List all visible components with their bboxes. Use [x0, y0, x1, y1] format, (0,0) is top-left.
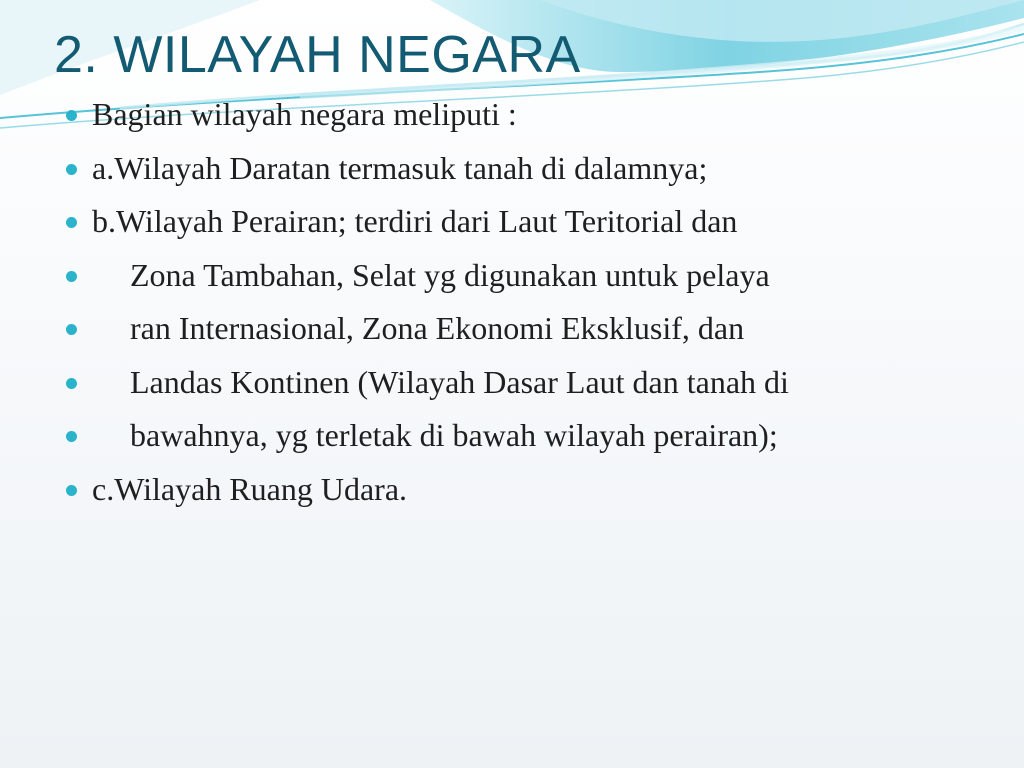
bullet-text: Landas Kontinen (Wilayah Dasar Laut dan tanah di	[130, 363, 789, 400]
bullet-text: Zona Tambahan, Selat yg digunakan untuk pelaya	[130, 256, 770, 293]
bullet-item	[66, 249, 1006, 303]
bullet-item	[66, 463, 1006, 517]
bullet-item	[66, 88, 1006, 142]
bullet-dot-icon	[66, 110, 77, 121]
slide-title: 2. WILAYAH NEGARA	[54, 26, 581, 84]
bullet-dot-icon	[66, 324, 77, 335]
bullet-text: b.Wilayah Perairan; terdiri dari Laut Teritorial dan	[92, 203, 738, 240]
bullet-item	[66, 142, 1006, 196]
bullet-dot-icon	[66, 431, 77, 442]
bullet-dot-icon	[66, 271, 77, 282]
bullet-item	[66, 356, 1006, 410]
bullet-list	[66, 88, 1006, 516]
bullet-text: bawahnya, yg terletak di bawah wilayah perairan);	[130, 417, 778, 454]
bullet-dot-icon	[66, 485, 77, 496]
bullet-text: c.Wilayah Ruang Udara.	[92, 470, 408, 507]
bullet-dot-icon	[66, 164, 77, 175]
bullet-dot-icon	[66, 378, 77, 389]
bullet-text: ran Internasional, Zona Ekonomi Eksklusif, dan	[130, 310, 745, 347]
bullet-dot-icon	[66, 217, 77, 228]
bullet-text: a.Wilayah Daratan termasuk tanah di dalamnya;	[92, 149, 708, 186]
bullet-item	[66, 409, 1006, 463]
bullet-item	[66, 195, 1006, 249]
bullet-item	[66, 302, 1006, 356]
bullet-text: Bagian wilayah negara meliputi :	[92, 96, 517, 133]
